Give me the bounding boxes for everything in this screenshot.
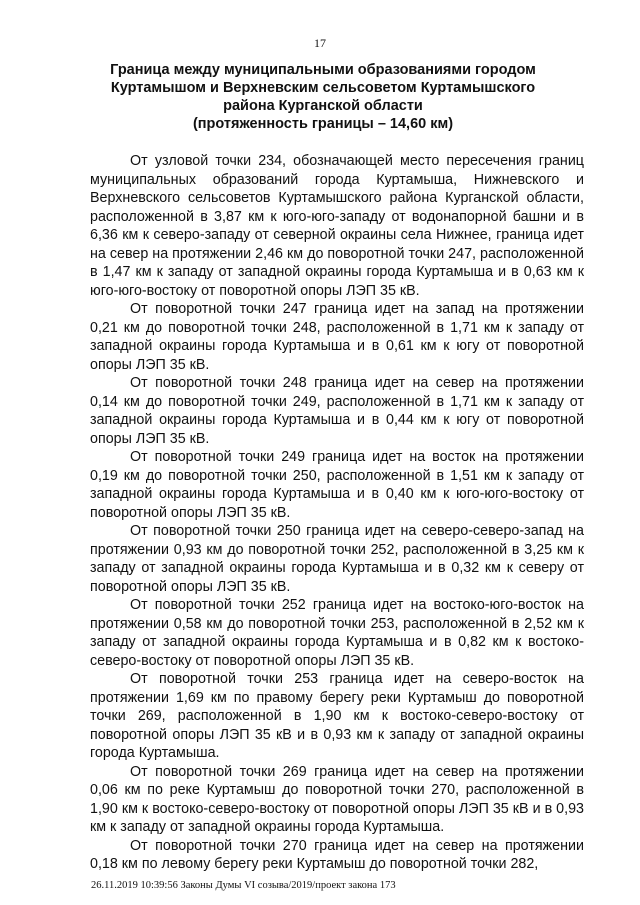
paragraph: От узловой точки 234, обозначающей место пересечения границ муниципальных образований города Куртамыша, Нижневского и Верхневского сельсоветов Куртамышского района Курганской области, расположенной в 3,87 км к юго-юго-западу от водонапорной башни и в 6,36 км к северо-западу от северной окраины села Нижнее, граница идет на север на протяжении 2,46 км до поворотной точки 247, расположенной в 1,47 км к западу от западной окраины города Куртамыша и в 0,63 км к юго-юго-востоку от поворотной опоры ЛЭП 35 кВ.: [90, 153, 584, 299]
paragraph: От поворотной точки 253 граница идет на северо-восток на протяжении 1,69 км по правому берегу реки Куртамыш до поворотной точки 269, расположенной в 1,90 км к востоко-северо-востоку от поворотной опоры ЛЭП 35 кВ и в 0,93 км к западу от западной окраины города Куртамыша.: [90, 671, 584, 761]
paragraph: От поворотной точки 270 граница идет на север на протяжении 0,18 км по левому берегу реки Куртамыш до поворотной точки 282,: [90, 837, 584, 872]
title-line: района Курганской области: [223, 98, 423, 114]
paragraph: От поворотной точки 247 граница идет на запад на протяжении 0,21 км до поворотной точки 248, расположенной в 1,71 км к западу от западной окраины города Куртамыша и в 0,61 км к югу от поворотной опоры ЛЭП 35 кВ.: [90, 301, 584, 373]
paragraph: От поворотной точки 250 граница идет на северо-северо-запад на протяжении 0,93 км до поворотной точки 252, расположенной в 3,25 км к западу от западной окраины города Куртамыша и в 0,32 км к северу от поворотной опоры ЛЭП 35 кВ.: [90, 523, 584, 595]
document-body: [90, 152, 584, 874]
footer-stamp: 26.11.2019 10:39:56 Законы Думы VI созыва/2019/проект закона 173: [91, 880, 396, 891]
paragraph: От поворотной точки 248 граница идет на север на протяжении 0,14 км до поворотной точки 249, расположенной в 1,71 км к западу от западной окраины города Куртамыша и в 0,44 км к югу от поворотной опоры ЛЭП 35 кВ.: [90, 375, 584, 447]
paragraph: От поворотной точки 252 граница идет на востоко-юго-восток на протяжении 0,58 км до поворотной точки 253, расположенной в 2,52 км к западу от западной окраины города Куртамыша и в 0,82 км к востоко-северо-востоку от поворотной опоры ЛЭП 35 кВ.: [90, 597, 584, 669]
document-title: [88, 61, 558, 133]
title-line: (протяженность границы – 14,60 км): [192, 116, 454, 132]
title-line: Куртамышом и Верхневским сельсоветом Куртамышского: [110, 80, 536, 96]
paragraph: От поворотной точки 269 граница идет на север на протяжении 0,06 км по реке Куртамыш до поворотной точки 270, расположенной в 1,90 км к востоко-северо-востоку от поворотной опоры ЛЭП 35 кВ и в 0,93 км к западу от западной окраины города Куртамыша.: [90, 763, 584, 835]
paragraph: От поворотной точки 249 граница идет на восток на протяжении 0,19 км до поворотной точки 250, расположенной в 1,51 км к западу от западной окраины города Куртамыша и в 0,40 км к юго-юго-востоку от поворотной опоры ЛЭП 35 кВ.: [90, 449, 584, 521]
page-number: 17: [314, 36, 326, 50]
title-line: Граница между муниципальными образованиями городом: [110, 62, 536, 78]
